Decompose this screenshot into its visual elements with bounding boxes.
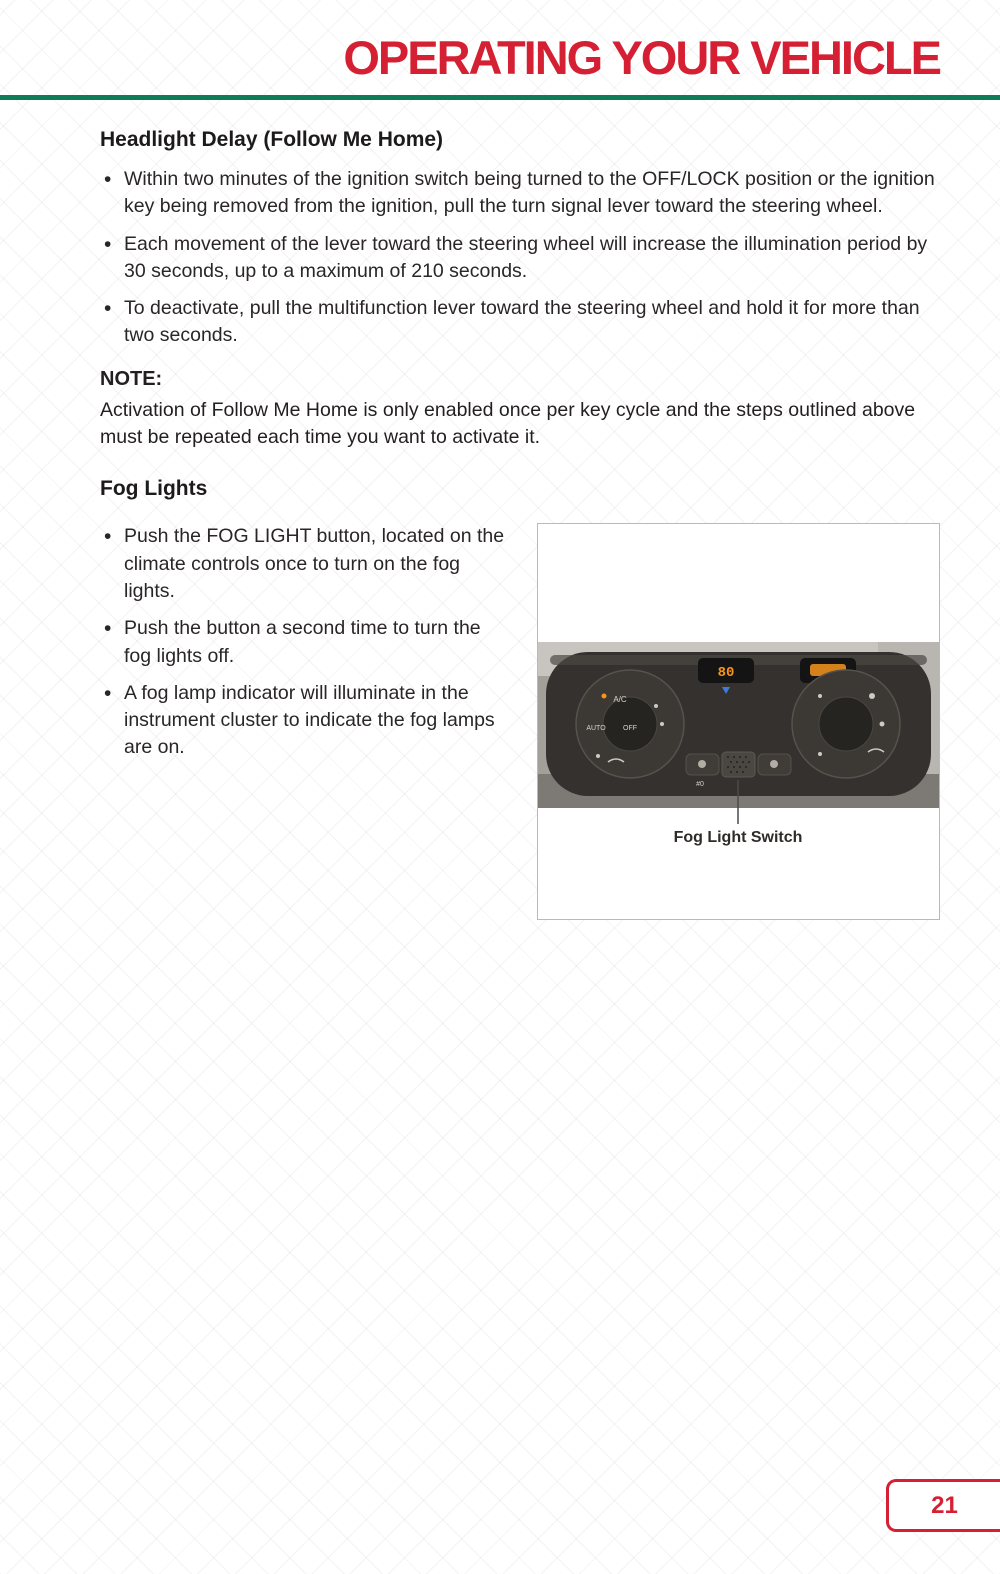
page-title: OPERATING YOUR VEHICLE [343, 31, 940, 84]
panel-micro-label: #0 [696, 781, 704, 789]
bullet-item: • Within two minutes of the ignition switch being turned to the OFF/LOCK position or the ignition key being removed from the ignition, pull the turn signal lever toward the steering wheel. [100, 166, 940, 221]
right-knob-cluster [792, 670, 900, 778]
fog-lights-bullet-list [100, 523, 505, 771]
bullet-item: • Each movement of the lever toward the steering wheel will increase the illumination period by 30 seconds, up to a maximum of 210 seconds. [100, 231, 940, 286]
left-knob-cluster [576, 670, 684, 778]
ac-label: A/C [613, 695, 627, 705]
page-number: 21 [931, 1491, 958, 1519]
fog-light-switch-button [722, 752, 755, 777]
auto-label: AUTO [586, 725, 606, 733]
fog-lights-section [100, 477, 940, 920]
climate-panel [546, 652, 931, 796]
section-heading-fog-lights: Fog Lights [100, 477, 208, 501]
display-digits-left: 80 [717, 665, 735, 682]
bullet-item: • Push the FOG LIGHT button, located on the climate controls once to turn on the fog lights. [100, 523, 505, 605]
bullet-item: • To deactivate, pull the multifunction lever toward the steering wheel and hold it for more than two seconds. [100, 295, 940, 350]
section-heading-headlight-delay: Headlight Delay (Follow Me Home) [100, 128, 444, 151]
figure-caption: Fog Light Switch [673, 829, 803, 847]
page-header [0, 0, 1000, 95]
fan-glyph [869, 693, 875, 699]
bullet-item: • Push the button a second time to turn the fog lights off. [100, 615, 505, 670]
page-number-tab [886, 1479, 1000, 1532]
note-label: NOTE: [100, 367, 163, 390]
fog-light-figure [537, 523, 940, 920]
page-content [0, 100, 1000, 920]
climate-control-photo [538, 524, 939, 919]
off-label: OFF [623, 725, 637, 733]
note-text: Activation of Follow Me Home is only enabled once per key cycle and the steps outlined above must be repeated each time you want to activate it. [100, 398, 916, 449]
headlight-delay-bullet-list [100, 166, 940, 350]
ac-led [602, 694, 607, 699]
bullet-item: • A fog lamp indicator will illuminate in the instrument cluster to indicate the fog lamps are on. [100, 680, 505, 762]
